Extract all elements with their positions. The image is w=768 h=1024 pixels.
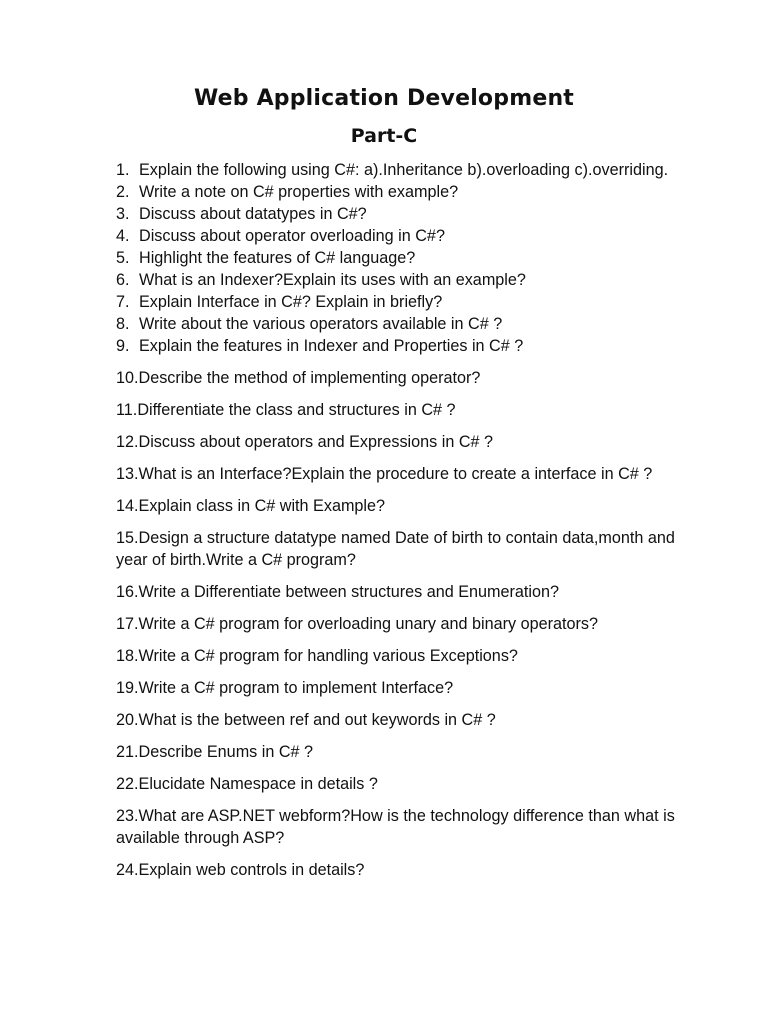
question-number: 2. xyxy=(116,183,130,201)
question-item xyxy=(116,247,676,269)
question-text: Explain web controls in details? xyxy=(138,861,365,879)
question-number: 7. xyxy=(116,293,130,311)
document-title: Web Application Development xyxy=(193,86,575,111)
question-number: 4. xyxy=(116,227,130,245)
question-list xyxy=(116,159,676,881)
question-number: 18. xyxy=(116,647,139,665)
question-item xyxy=(116,805,676,849)
question-number: 22. xyxy=(116,775,139,793)
question-item xyxy=(116,709,676,731)
question-item xyxy=(116,859,676,881)
question-text: Highlight the features of C# language? xyxy=(139,249,416,267)
question-item xyxy=(116,527,676,571)
question-number: 21. xyxy=(116,743,139,761)
question-text: Write a Differentiate between structures and Enumeration? xyxy=(138,583,560,601)
question-number: 20. xyxy=(116,711,139,729)
question-number: 19. xyxy=(116,679,139,697)
question-item xyxy=(116,225,676,247)
question-number: 6. xyxy=(116,271,130,289)
question-text: Explain the following using C#: a).Inheritance b).overloading c).overriding. xyxy=(139,161,669,179)
question-text: What is an Interface?Explain the procedure to create a interface in C# ? xyxy=(138,465,653,483)
question-item xyxy=(116,645,676,667)
question-item xyxy=(116,269,676,291)
question-number: 23. xyxy=(116,807,139,825)
question-item xyxy=(116,495,676,517)
question-text: Write a C# program to implement Interface? xyxy=(138,679,454,697)
question-text: Write a C# program for overloading unary and binary operators? xyxy=(138,615,599,633)
question-text: What is the between ref and out keywords in C# ? xyxy=(138,711,496,729)
question-number: 17. xyxy=(116,615,139,633)
question-number: 10. xyxy=(116,369,139,387)
question-item xyxy=(116,431,676,453)
question-text: Elucidate Namespace in details ? xyxy=(138,775,378,793)
question-text: Explain class in C# with Example? xyxy=(138,497,386,515)
question-text: Discuss about operator overloading in C#? xyxy=(139,227,445,245)
question-number: 11. xyxy=(116,401,138,419)
question-item xyxy=(116,291,676,313)
question-number: 3. xyxy=(116,205,130,223)
question-number: 1. xyxy=(116,161,130,179)
question-text: Explain Interface in C#? Explain in briefly? xyxy=(139,293,443,311)
question-item xyxy=(116,335,676,357)
question-number: 15. xyxy=(116,529,139,547)
question-text: Describe Enums in C# ? xyxy=(138,743,314,761)
question-item xyxy=(116,773,676,795)
question-item xyxy=(116,613,676,635)
question-item xyxy=(116,203,676,225)
question-number: 13. xyxy=(116,465,139,483)
question-text: What is an Indexer?Explain its uses with an example? xyxy=(139,271,526,289)
question-item xyxy=(116,159,676,181)
question-number: 9. xyxy=(116,337,130,355)
question-item xyxy=(116,463,676,485)
question-number: 12. xyxy=(116,433,139,451)
question-number: 5. xyxy=(116,249,130,267)
question-item xyxy=(116,399,676,421)
question-item xyxy=(116,313,676,335)
question-item xyxy=(116,367,676,389)
question-number: 8. xyxy=(116,315,130,333)
question-number: 24. xyxy=(116,861,139,879)
question-text: Discuss about datatypes in C#? xyxy=(139,205,367,223)
question-number: 16. xyxy=(116,583,139,601)
question-text: Design a structure datatype named Date of birth to contain data,month and year of birth.Write a C# program? xyxy=(116,529,675,569)
question-number: 14. xyxy=(116,497,139,515)
question-text: Differentiate the class and structures in C# ? xyxy=(137,401,456,419)
question-item xyxy=(116,677,676,699)
question-text: Discuss about operators and Expressions in C# ? xyxy=(138,433,494,451)
question-text: Write a note on C# properties with example? xyxy=(139,183,459,201)
question-item xyxy=(116,741,676,763)
question-text: Write a C# program for handling various Exceptions? xyxy=(138,647,518,665)
question-item xyxy=(116,581,676,603)
question-item xyxy=(116,181,676,203)
question-text: What are ASP.NET webform?How is the technology difference than what is available through ASP? xyxy=(116,807,675,847)
question-text: Write about the various operators available in C# ? xyxy=(139,315,503,333)
question-text: Describe the method of implementing operator? xyxy=(138,369,481,387)
document-subtitle: Part-C xyxy=(350,125,418,147)
question-text: Explain the features in Indexer and Properties in C# ? xyxy=(139,337,524,355)
